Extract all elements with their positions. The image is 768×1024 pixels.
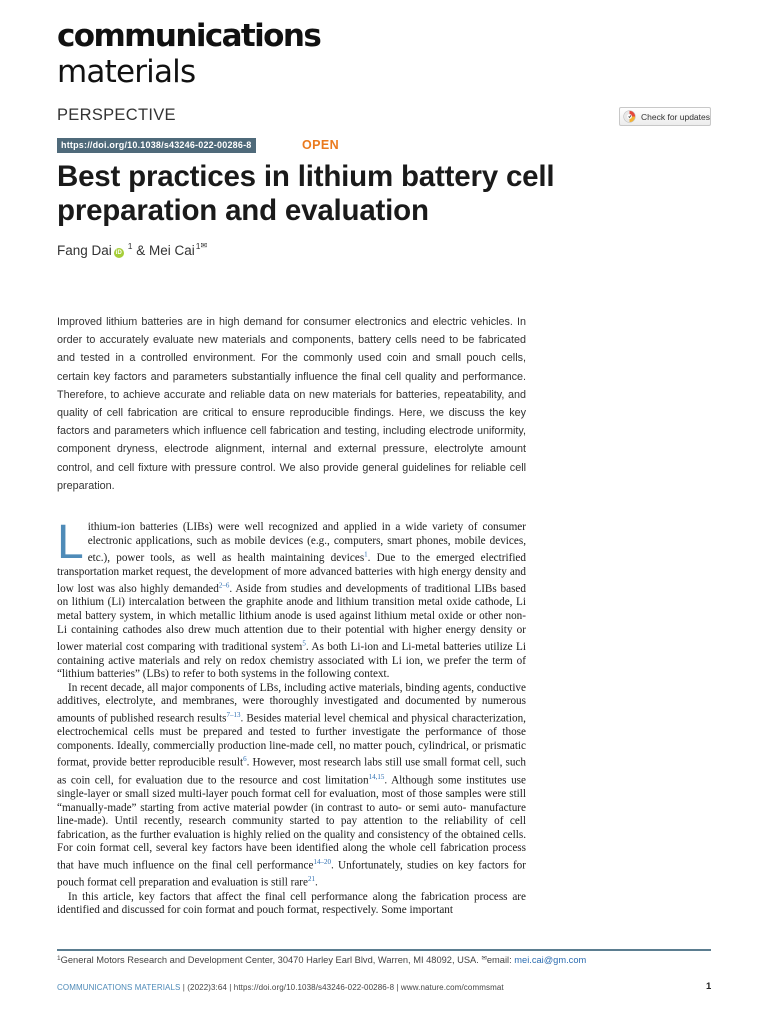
reference-citation[interactable]: 14,15: [368, 772, 385, 781]
orcid-icon[interactable]: iD: [115, 249, 122, 256]
affiliation-text: General Motors Research and Development Center, 30470 Harley Earl Blvd, Warren, MI 48092, USA.: [60, 955, 482, 965]
journal-footer-citation: | (2022)3:64 | https://doi.org/10.1038/s43246-022-00286-8 | www.nature.com/commsmat: [180, 983, 504, 992]
affiliation-footnote: [57, 955, 586, 965]
author-affiliation-sup: 1: [195, 240, 201, 251]
paragraph-content: ithium-ion batteries (LIBs) were well recognized and applied in a wide variety of consumer electronic applications, such as mobile devices (e.g., computers, smart phones, mobile devices, etc.), power tools, as well as health maintaining devices$^1$. Due to the emerged electrified transportation market request, the development of more advanced batteries with high energy density and low lost was also highly demanded$^{2-6}$. Aside from studies and developments of traditional LIBs based on lithium (Li) intercalation between the graphite anode and lithium transition metal oxide cathode, Li metal battery system, in which metallic lithium anode is used against lithium metal oxide or other non-Li containing cathodes also drew much attention due to their potential with higher energy density or lower material cost comparing with traditional system$^5$. As both Li-ion and Li-metal batteries utilize Li containing active materials and rely on redox chemistry associated with Li ion, we prefer the term of “lithium batteries” (LBs) to refer to both systems in the following context.: [57, 521, 526, 681]
envelope-icon[interactable]: ✉: [200, 241, 208, 250]
author-name[interactable]: Mei Cai: [149, 243, 195, 258]
journal-brand-line1: communications: [57, 18, 321, 54]
article-type: PERSPECTIVE: [57, 106, 176, 124]
reference-citation[interactable]: 6: [243, 755, 247, 764]
check-for-updates-label: Check for updates: [641, 111, 710, 122]
journal-footer-name[interactable]: COMMUNICATIONS MATERIALS: [57, 983, 181, 992]
reference-citation[interactable]: 2–6: [218, 581, 230, 590]
doi-link[interactable]: https://doi.org/10.1038/s43246-022-00286-8: [57, 138, 256, 153]
check-updates-icon: [623, 110, 636, 123]
reference-citation[interactable]: 5: [302, 639, 306, 648]
author-affiliation-sup: 1: [127, 240, 133, 251]
abstract: Improved lithium batteries are in high demand for consumer electronics and electric vehicles. In order to accurately evaluate new materials and components, battery cells need to be fabricated and tested in a controlled environment. For the commonly used coin and small pouch cells, certain key factors and parameters substantially influence the final cell quality and performance. Therefore, to achieve accurate and reliable data on new materials for batteries, repeatability, and quality of cell fabrication are critical to ensure reproducible findings. Here, we discuss the key factors and parameters which influence cell fabrication and testing, including electrode uniformity, component dryness, electrode alignment, internal and external pressure, electrolyte amount control, and cell fixture with pressure control. We also provide general guidelines for reliable cell preparation.: [57, 316, 526, 492]
journal-footer: [57, 983, 504, 992]
reference-citation[interactable]: 14–20: [313, 858, 331, 867]
author-name[interactable]: Fang Dai: [57, 243, 112, 258]
body-paragraph: In this article, key factors that affect the final cell performance along the fabrication process are identified and discussed for coin format and pouch format, respectively. Some important: [57, 890, 526, 917]
article-title: Best practices in lithium battery cell preparation and evaluation: [57, 160, 555, 227]
reference-citation[interactable]: 7–13: [226, 710, 241, 719]
reference-citation[interactable]: 21: [308, 875, 316, 884]
body-paragraph: In recent decade, all major components of LBs, including active materials, binding agents, conductive additives, electrolyte, and membranes, were thoroughly investigated and documented by numerous amounts of published research results$^{7-13}$. Besides material level chemical and physical characterization, electrochemical cells must be prepared and tested to further investigate the performance of those components. Ideally, commercially production line-made cell, no matter pouch, cylindrical, or prismatic format, provide better reproducible result$^6$. However, most research labs still use small format cell, such as coin cell, for evaluation due to the resource and cost limitation$^{14,15}$. Although some institutes use single-layer or small sized multi-layer pouch format cell for evaluation, most of those samples were still “manually-made” starting from active material powder (in contrast to auto- or semi auto- manufacture line-made). Until recently, research community started to pay attention to the reliability of cell fabrication, as the further evaluation is highly relied on the quality and consistency of the obtained cells. For coin format cell, several key factors have been identified along the whole cell fabrication process that have much influence on the final cell performance$^{14-20}$. Unfortunately, studies on key factors for pouch format cell preparation and evaluation is still rare$^{21}$.: [57, 681, 526, 890]
reference-citation[interactable]: 1: [364, 550, 368, 559]
body-paragraph: [57, 516, 526, 682]
drop-cap: L: [57, 516, 84, 569]
page-number: 1: [706, 981, 712, 992]
journal-brand-line2: materials: [57, 54, 196, 90]
author-list: [57, 240, 208, 258]
email-prefix: email:: [486, 955, 515, 965]
email-link[interactable]: mei.cai@gm.com: [514, 955, 587, 965]
article-body: [57, 516, 526, 918]
affiliation-sup: 1: [57, 955, 61, 962]
footer-divider: [57, 949, 711, 951]
check-for-updates-button[interactable]: [619, 107, 711, 126]
author-separator: &: [132, 243, 150, 258]
open-access-badge: OPEN: [302, 138, 340, 152]
envelope-icon: ✉: [481, 955, 487, 962]
